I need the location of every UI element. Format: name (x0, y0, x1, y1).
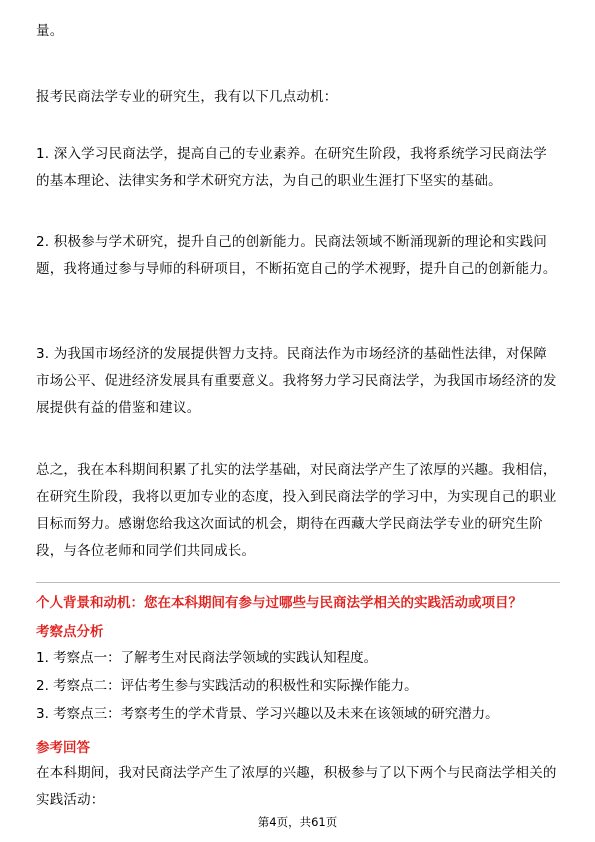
analysis-heading: 考察点分析 (36, 624, 104, 640)
paragraph-motivation-intro: 报考民商法学专业的研究生，我有以下几点动机： (36, 89, 338, 105)
analysis-point-3: 3. 考察点三：考察考生的学术背景、学习兴趣以及未来在该领域的研究潜力。 (36, 706, 499, 722)
paragraph-conclusion: 总之，我在本科期间积累了扎实的法学基础，对民商法学产生了浓厚的兴趣。我相信，在研究生阶段，我将以更加专业的态度，投入到民商法学的学习中，为实现自己的职业目标而努力。感谢您给我这次面试的机会，期待在西藏大学民商法学专业的研究生阶段，与各位老师和同学们共同成长。 (36, 462, 557, 559)
section-divider (36, 582, 560, 583)
page-number: 第4页，共61页 (257, 815, 338, 829)
analysis-point-1: 1. 考察点一：了解考生对民商法学领域的实践认知程度。 (36, 650, 378, 666)
question-title: 个人背景和动机：您在本科期间有参与过哪些与民商法学相关的实践活动或项目？ (36, 595, 522, 611)
paragraph-motivation-3: 3. 为我国市场经济的发展提供智力支持。民商法作为市场经济的基础性法律，对保障市场公平、促进经济发展具有重要意义。我将努力学习民商法学，为我国市场经济的发展提供有益的借鉴和建议。 (36, 346, 557, 416)
paragraph-motivation-2: 2. 积极参与学术研究，提升自己的创新能力。民商法领域不断涌现新的理论和实践问题，我将通过参与导师的科研项目，不断拓宽自己的学术视野，提升自己的创新能力。 (36, 234, 557, 277)
answer-paragraph: 在本科期间，我对民商法学产生了浓厚的兴趣，积极参与了以下两个与民商法学相关的实践活动： (36, 765, 557, 808)
paragraph-motivation-1: 1. 深入学习民商法学，提高自己的专业素养。在研究生阶段，我将系统学习民商法学的基本理论、法律实务和学术研究方法，为自己的职业生涯打下坚实的基础。 (36, 146, 547, 189)
analysis-point-2: 2. 考察点二：评估考生参与实践活动的积极性和实际操作能力。 (36, 678, 418, 694)
paragraph-continuation: 量。 (36, 23, 64, 39)
answer-heading: 参考回答 (36, 740, 90, 756)
